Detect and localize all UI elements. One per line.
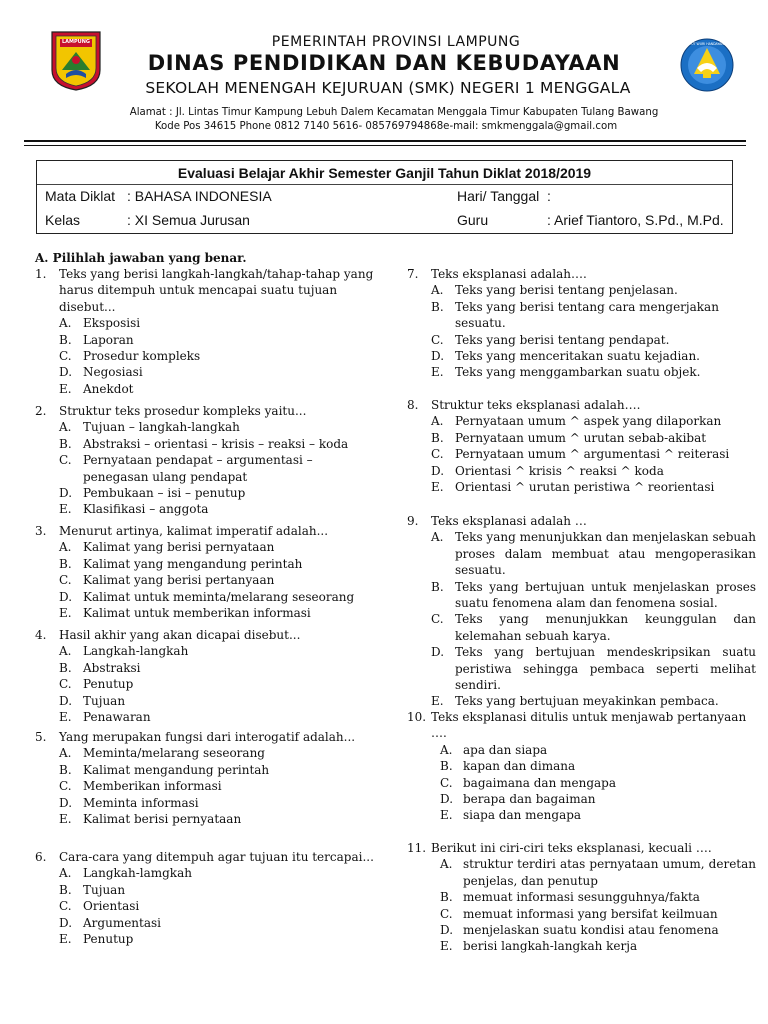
option-text: Eksposisi — [83, 316, 141, 331]
question-text: Struktur teks eksplanasi adalah…. — [431, 398, 641, 412]
option-letter: A. — [59, 746, 72, 761]
option-letter: A. — [440, 857, 453, 872]
option-letter: C. — [59, 573, 72, 588]
option-text: Teks yang menceritakan suatu kejadian. — [455, 349, 700, 363]
question-number: 4. — [35, 628, 47, 642]
question-number: 5. — [35, 730, 47, 744]
option-letter: C. — [59, 453, 72, 468]
option-text: Teks yang bertujuan meyakinkan pembaca. — [455, 694, 719, 709]
guru-label: Guru — [457, 212, 489, 228]
question-text: Teks eksplanasi adalah … — [431, 514, 587, 528]
option-letter: B. — [59, 762, 72, 777]
option-text: Tujuan – langkah-langkah — [83, 420, 240, 435]
option-letter: A. — [59, 866, 72, 881]
option-letter: E. — [440, 808, 453, 823]
option-text: Teks yang menunjukkan keunggulan dan kelemahan sebuah karya. — [455, 612, 756, 643]
option-letter: B. — [59, 436, 72, 451]
option-text: Tujuan — [83, 882, 126, 897]
option-text: Anekdot — [83, 381, 134, 396]
option-text: memuat informasi sesungguhnya/fakta — [463, 890, 700, 905]
option-text: Penawaran — [83, 710, 151, 724]
question-text: Berikut ini ciri-ciri teks eksplanasi, kecuali …. — [431, 841, 712, 855]
option-text: Negosiasi — [83, 365, 143, 380]
school-contact: Kode Pos 34615 Phone 0812 7140 5616- 085769794868e-mail: smkmenggala@gmail.com — [154, 121, 618, 132]
option-text: Pernyataan pendapat – argumentasi – — [83, 453, 313, 468]
government-title: PEMERINTAH PROVINSI LAMPUNG — [271, 34, 521, 50]
question-number: 2. — [35, 404, 47, 418]
option-text: Abstraksi — [83, 660, 141, 675]
option-letter: B. — [59, 332, 72, 347]
option-text: Teks yang berisi tentang cara mengerjakan — [455, 299, 719, 314]
option-letter: A. — [59, 420, 72, 435]
option-letter: E. — [59, 381, 72, 396]
option-text: Tujuan — [83, 693, 126, 708]
question-text: harus ditempuh untuk mencapai suatu tujuan — [59, 283, 338, 298]
question-text: Cara-cara yang ditempuh agar tujuan itu tercapai... — [59, 850, 374, 864]
option-letter: D. — [440, 923, 454, 937]
option-text: Kalimat untuk memberikan informasi — [83, 606, 311, 620]
agency-title: DINAS PENDIDIKAN DAN KEBUDAYAAN — [147, 51, 621, 75]
option-text: Kalimat yang mengandung perintah — [83, 556, 303, 571]
school-address: Alamat : Jl. Lintas Timur Kampung Lebuh Dalem Kecamatan Menggala Timur Kabupaten Tulang Bawang — [129, 107, 659, 118]
option-text: Langkah-langkah — [83, 644, 189, 659]
option-letter: A. — [59, 644, 72, 659]
option-letter: B. — [431, 579, 444, 594]
option-letter: B. — [59, 882, 72, 897]
option-text: apa dan siapa — [463, 742, 548, 757]
option-letter: E. — [59, 606, 72, 620]
question-number: 10. — [407, 710, 427, 724]
option-text: Prosedur kompleks — [83, 349, 201, 363]
option-letter: A. — [59, 540, 72, 555]
option-letter: A. — [431, 283, 444, 298]
option-text: Pernyataan umum ^ urutan sebab-akibat — [455, 430, 707, 445]
option-letter: E. — [59, 502, 72, 517]
mata-diklat-value: : BAHASA INDONESIA — [127, 188, 272, 204]
option-text: Orientasi ^ krisis ^ reaksi ^ koda — [455, 463, 664, 478]
option-text: Teks yang bertujuan mendeskripsikan suatu peristiwa sehingga pembaca seperti melihat sendiri. — [455, 645, 756, 692]
option-letter: D. — [59, 795, 73, 810]
option-letter: E. — [59, 812, 72, 826]
option-text: Abstraksi – orientasi – krisis – reaksi – koda — [83, 436, 349, 451]
question-text: …. — [431, 726, 447, 741]
option-text: Penutup — [83, 932, 134, 946]
question-number: 11. — [407, 841, 427, 855]
question-text: Menurut artinya, kalimat imperatif adalah... — [59, 524, 329, 538]
option-letter: C. — [440, 775, 453, 790]
question-text: disebut... — [59, 299, 116, 314]
option-letter: C. — [440, 906, 453, 921]
option-letter: B. — [440, 759, 453, 774]
option-text: Meminta/melarang seseorang — [83, 746, 265, 761]
hari-tanggal-value: : — [547, 188, 551, 204]
option-letter: D. — [59, 589, 73, 604]
option-letter: D. — [431, 463, 445, 478]
option-letter: E. — [59, 932, 72, 946]
hari-tanggal-label: Hari/ Tanggal — [457, 188, 540, 204]
option-letter: E. — [431, 480, 444, 494]
option-text: Teks yang berisi tentang pendapat. — [455, 332, 670, 347]
option-text: Teks yang berisi tentang penjelasan. — [455, 283, 678, 298]
question-text: Teks eksplanasi adalah…. — [431, 267, 587, 281]
option-text: Orientasi ^ urutan peristiwa ^ reorientasi — [455, 480, 715, 494]
question-text: Struktur teks prosedur kompleks yaitu... — [59, 404, 307, 418]
option-text: Teks yang bertujuan untuk menjelaskan proses suatu fenomena alam dan fenomena sosial. — [455, 579, 756, 610]
option-letter: A. — [431, 530, 444, 545]
option-letter: D. — [59, 693, 73, 708]
option-letter: D. — [59, 365, 73, 380]
exam-title: Evaluasi Belajar Akhir Semester Ganjil Tahun Diklat 2018/2019 — [177, 165, 592, 181]
option-letter: D. — [431, 349, 445, 363]
option-text: Klasifikasi – anggota — [83, 502, 209, 517]
option-text: Pernyataan umum ^ argumentasi ^ reiterasi — [455, 447, 730, 462]
option-text: penegasan ulang pendapat — [83, 469, 248, 484]
option-letter: B. — [431, 299, 444, 314]
option-text: Kalimat berisi pernyataan — [83, 812, 242, 826]
guru-value: : Arief Tiantoro, S.Pd., M.Pd. — [547, 212, 724, 228]
option-text: bagaimana dan mengapa — [463, 775, 616, 790]
question-number: 7. — [407, 267, 419, 281]
lampung-logo-text: LAMPUNG — [61, 39, 91, 45]
option-letter: E. — [59, 710, 72, 724]
option-letter: A. — [59, 316, 72, 331]
question-text: Hasil akhir yang akan dicapai disebut... — [59, 628, 301, 642]
option-text: Kalimat yang berisi pernyataan — [83, 540, 275, 555]
option-letter: B. — [431, 430, 444, 445]
mata-diklat-label: Mata Diklat — [45, 188, 116, 204]
option-text: siapa dan mengapa — [463, 808, 582, 823]
option-letter: D. — [59, 486, 73, 500]
option-letter: B. — [440, 890, 453, 905]
option-text: Penutup — [83, 677, 134, 692]
option-text: berisi langkah-langkah kerja — [463, 939, 638, 954]
option-letter: B. — [59, 556, 72, 571]
school-title: SEKOLAH MENENGAH KEJURUAN (SMK) NEGERI 1 MENGGALA — [145, 79, 631, 97]
option-letter: E. — [431, 365, 444, 380]
question-text: Yang merupakan fungsi dari interogatif adalah... — [59, 730, 356, 744]
option-text: Argumentasi — [83, 915, 161, 930]
kelas-label: Kelas — [45, 212, 81, 228]
option-letter: A. — [431, 414, 444, 429]
option-letter: A. — [440, 742, 453, 757]
question-number: 1. — [35, 267, 47, 281]
option-letter: D. — [59, 915, 73, 930]
kelas-value: : XI Semua Jurusan — [127, 212, 250, 228]
option-letter: E. — [431, 694, 444, 709]
option-letter: C. — [431, 447, 444, 462]
option-text: Pembukaan – isi – penutup — [83, 486, 246, 500]
option-letter: D. — [431, 645, 445, 660]
option-letter: C. — [59, 899, 72, 914]
question-number: 8. — [407, 398, 419, 412]
option-letter: C. — [431, 332, 444, 347]
option-text: berapa dan bagaiman — [463, 792, 596, 806]
option-text: memuat informasi yang bersifat keilmuan — [463, 906, 718, 921]
question-text: Teks yang berisi langkah-langkah/tahap-tahap yang — [59, 267, 374, 281]
option-text: Kalimat mengandung perintah — [83, 762, 270, 777]
question-number: 6. — [35, 850, 47, 864]
option-text: Kalimat untuk meminta/melarang seseorang — [83, 589, 355, 604]
option-letter: C. — [59, 349, 72, 363]
option-letter: E. — [440, 939, 453, 954]
option-text: Memberikan informasi — [83, 779, 222, 794]
option-text: Laporan — [83, 332, 134, 347]
option-letter: C. — [59, 677, 72, 692]
option-letter: B. — [59, 660, 72, 675]
option-letter: C. — [431, 612, 444, 627]
question-text: Teks eksplanasi ditulis untuk menjawab pertanyaan — [431, 710, 747, 724]
option-text: Meminta informasi — [83, 795, 199, 810]
option-text: Teks yang menunjukkan dan menjelaskan sebuah proses dalam membuat atau mengoperasikan sesuatu. — [455, 530, 757, 578]
option-text: sesuatu. — [455, 316, 506, 331]
option-text: Kalimat yang berisi pertanyaan — [83, 573, 275, 588]
option-letter: D. — [440, 792, 454, 806]
tut-wuri-logo-text: TUT WURI HANDAYANI — [689, 42, 725, 46]
option-text: Langkah-lamgkah — [83, 866, 192, 881]
option-letter: C. — [59, 779, 72, 794]
section-title: A. Pilihlah jawaban yang benar. — [35, 251, 247, 265]
option-text: Pernyataan umum ^ aspek yang dilaporkan — [455, 414, 722, 429]
option-text: Orientasi — [83, 899, 140, 914]
option-text: Teks yang menggambarkan suatu objek. — [455, 365, 701, 380]
question-number: 9. — [407, 514, 419, 528]
question-number: 3. — [35, 524, 47, 538]
option-text: menjelaskan suatu kondisi atau fenomena — [463, 923, 719, 937]
option-text: kapan dan dimana — [463, 759, 576, 774]
option-text: struktur terdiri atas pernyataan umum, deretan penjelas, dan penutup — [463, 857, 756, 888]
